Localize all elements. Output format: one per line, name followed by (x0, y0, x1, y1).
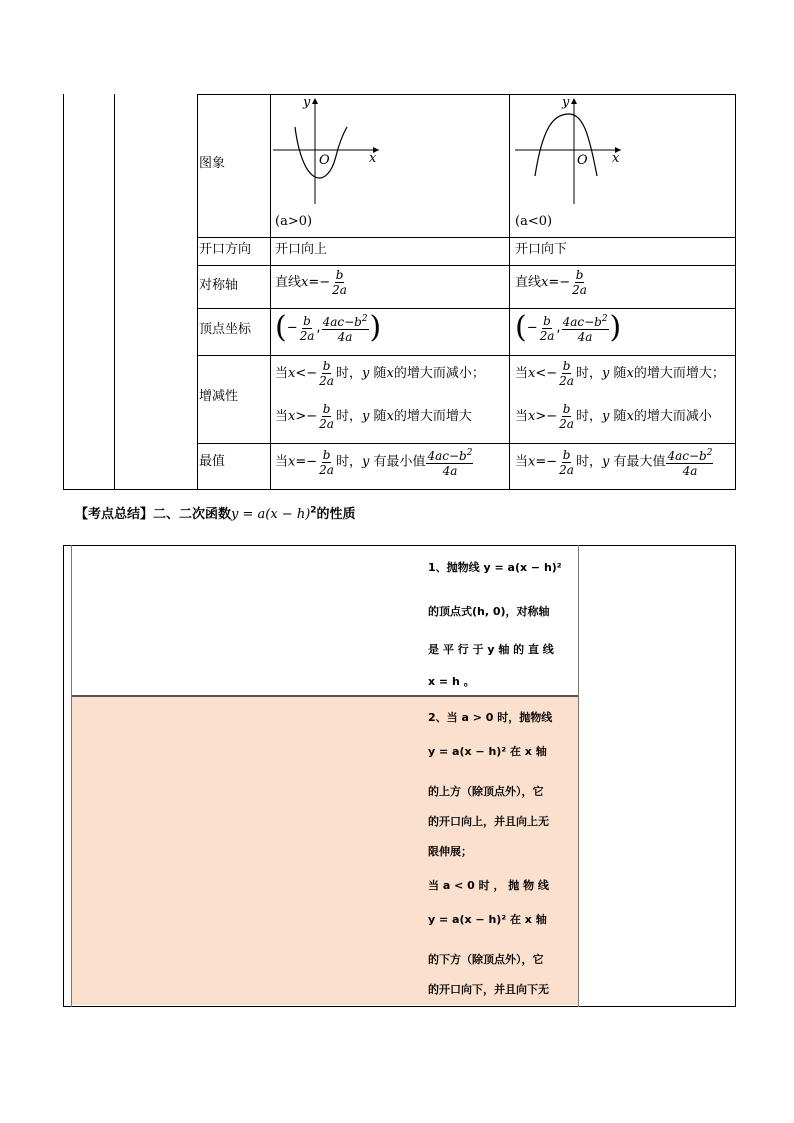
text-line: 是 平 行 于 y 轴 的 直 线 (428, 643, 554, 656)
table-border-right (735, 94, 736, 490)
text-line: y = a(x − h)² 在 x 轴 (428, 913, 547, 926)
monotonic-right-2: 当x>− $\frac{b}{2a}$ 时，y 随x的增大而减小 (515, 402, 712, 431)
vertex-form-table (63, 545, 736, 1007)
row-label-extreme: 最值 (199, 454, 226, 469)
text-line: 1、抛物线 y = a(x − h)² (428, 561, 562, 574)
vertex-formula-left: (− $\frac{b}{2a}$ , $\frac{4ac-b^2}{4a}$ ) (275, 310, 382, 345)
table-border-bottom (63, 1006, 736, 1007)
parabola-curve (535, 114, 597, 176)
axis-formula-right: 直线x=− $\frac{b}{2a}$ (515, 268, 587, 297)
table-row-divider (197, 443, 736, 444)
table-border-right (735, 545, 736, 1007)
text-line: 的上方（除顶点外），它 (428, 785, 544, 798)
text-line: 2、当 a > 0 时，抛物线 (428, 711, 553, 724)
table-border-left (63, 94, 64, 490)
parabola-down-graph (513, 94, 733, 214)
y-axis-arrow (571, 98, 577, 104)
text-line: 的顶点式(h, 0)，对称轴 (428, 605, 550, 618)
caption-a-negative: (a<0) (515, 214, 553, 229)
row-border (578, 545, 579, 1007)
text-line: 的开口向上，并且向上无 (428, 815, 549, 828)
x-axis-label: x (612, 151, 620, 166)
table-divider (197, 94, 198, 490)
table-row-divider (197, 237, 736, 238)
table-divider (270, 94, 271, 490)
row-border (72, 545, 578, 546)
opening-down: 开口向下 (515, 242, 568, 257)
table-divider (114, 94, 115, 490)
monotonic-left-2: 当x>− $\frac{b}{2a}$ 时，y 随x的增大而增大 (275, 402, 472, 431)
table-divider (509, 94, 510, 490)
row-label-graph: 图象 (199, 156, 226, 171)
text-line: 的下方（除顶点外），它 (428, 953, 544, 966)
row-label-monotonic: 增减性 (199, 389, 239, 404)
properties-table (63, 94, 736, 490)
opening-up: 开口向上 (275, 242, 328, 257)
extreme-right: 当x=− $\frac{b}{2a}$ 时，y 有最大值 $\frac{4ac-b^2}{4a}$ (515, 447, 713, 478)
table-border-bottom (63, 489, 736, 490)
y-axis-label: y (562, 95, 570, 110)
text-line: x = h 。 (428, 675, 475, 688)
origin-label: O (319, 153, 330, 168)
monotonic-right-1: 当x<− $\frac{b}{2a}$ 时，y 随x的增大而增大； (515, 359, 725, 388)
caption-a-positive: (a>0) (275, 214, 313, 229)
text-line: 的开口向下，并且向下无 (428, 983, 549, 996)
text-line: y = a(x − h)² 在 x 轴 (428, 745, 547, 758)
table-row-divider (197, 308, 736, 309)
table-row-divider (197, 355, 736, 356)
row-label-opening: 开口方向 (199, 242, 252, 257)
axis-formula-left: 直线x=− $\frac{b}{2a}$ (275, 268, 347, 297)
vertex-formula-right: (− $\frac{b}{2a}$ , $\frac{4ac-b^2}{4a}$ ) (515, 310, 622, 345)
monotonic-left-1: 当x<− $\frac{b}{2a}$ 时，y 随x的增大而减小； (275, 359, 485, 388)
table-row-divider (197, 265, 736, 266)
x-axis-label: x (369, 151, 377, 166)
extreme-left: 当x=− $\frac{b}{2a}$ 时，y 有最小值 $\frac{4ac-b^2}{4a}$ (275, 447, 473, 478)
row-label-vertex: 顶点坐标 (199, 322, 252, 337)
y-axis-label: y (303, 95, 311, 110)
row-label-axis: 对称轴 (199, 278, 239, 293)
parabola-up-graph (273, 94, 507, 214)
text-line: 限伸展； (428, 845, 472, 858)
y-axis-arrow (312, 98, 318, 104)
section-heading: 【考点总结】二、二次函数$y = a(x - h)^2$的性质 (75, 505, 356, 522)
table-border-left (63, 545, 64, 1007)
text-line: 当 a < 0 时 ， 抛 物 线 (428, 879, 549, 892)
origin-label: O (577, 153, 588, 168)
